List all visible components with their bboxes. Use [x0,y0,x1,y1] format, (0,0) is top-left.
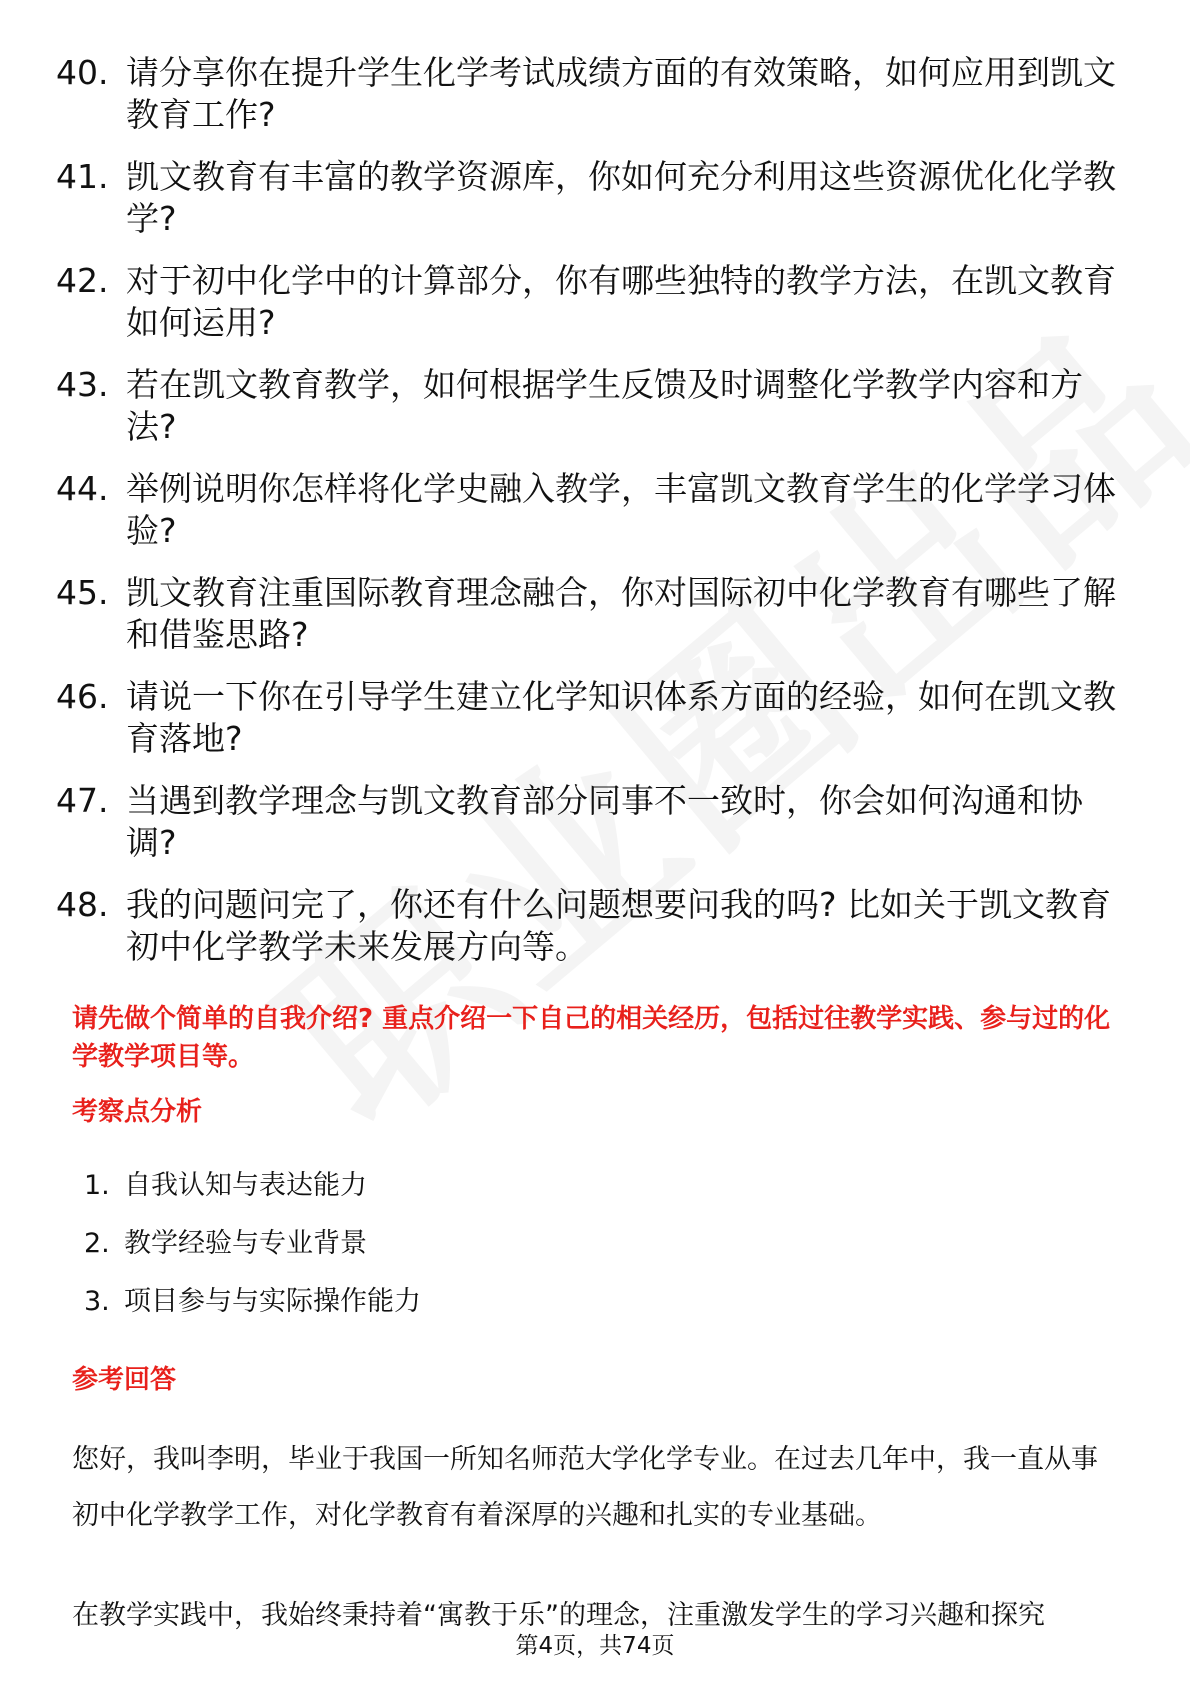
question-number: 46. [56,677,109,716]
question-text: 我的问题问完了，你还有什么问题想要问我的吗? 比如关于凯文教育初中化学教学未来发展方向等。 [126,885,1112,966]
question-text: 凯文教育注重国际教育理念融合，你对国际初中化学教育有哪些了解和借鉴思路? [126,573,1116,654]
point-text: 项目参与与实际操作能力 [124,1286,421,1317]
answer-paragraph: 您好，我叫李明，毕业于我国一所知名师范大学化学专业。在过去几年中，我一直从事初中化学教学工作，对化学教育有着深厚的兴趣和扎实的专业基础。 [72,1444,1098,1531]
question-text: 请说一下你在引导学生建立化学知识体系方面的经验，如何在凯文教育落地? [126,677,1116,758]
answer-paragraph: 在教学实践中，我始终秉持着“寓教于乐”的理念，注重激发学生的学习兴趣和探究 [72,1600,1045,1631]
point-number: 3. [84,1286,110,1317]
analysis-heading: 考察点分析 [72,1097,203,1127]
question-item [56,468,1116,552]
analysis-point [84,1168,421,1204]
question-item [56,884,1116,968]
question-item [56,52,1116,136]
question-item [56,156,1116,240]
featured-question: 请先做个简单的自我介绍? 重点介绍一下自己的相关经历，包括过往教学实践、参与过的化学教学项目等。 [72,1004,1111,1072]
question-number: 48. [56,885,109,924]
question-number: 42. [56,261,109,300]
point-text: 自我认知与表达能力 [124,1170,367,1201]
question-item [56,780,1116,864]
question-item [56,260,1116,344]
point-text: 教学经验与专业背景 [124,1228,367,1259]
question-item [56,676,1116,760]
point-number: 2. [84,1228,110,1259]
question-number: 40. [56,53,109,92]
analysis-point [84,1226,421,1262]
question-text: 若在凯文教育教学，如何根据学生反馈及时调整化学教学内容和方法? [126,365,1083,446]
question-number: 47. [56,781,109,820]
question-item [56,572,1116,656]
question-text: 请分享你在提升学生化学考试成绩方面的有效策略，如何应用到凯文教育工作? [126,53,1116,134]
analysis-point [84,1284,421,1320]
question-number: 43. [56,365,109,404]
question-text: 对于初中化学中的计算部分，你有哪些独特的教学方法，在凯文教育如何运用? [126,261,1116,342]
page-number-footer: 第4页，共74页 [515,1633,675,1659]
question-number: 44. [56,469,109,508]
question-number: 45. [56,573,109,612]
point-number: 1. [84,1170,110,1201]
question-item [56,364,1116,448]
question-text: 凯文教育有丰富的教学资源库，你如何充分利用这些资源优化化学教学? [126,157,1116,238]
analysis-points [84,1168,421,1342]
question-text: 当遇到教学理念与凯文教育部分同事不一致时，你会如何沟通和协调? [126,781,1083,862]
question-list [56,52,1116,988]
question-text: 举例说明你怎样将化学史融入教学，丰富凯文教育学生的化学学习体验? [126,469,1116,550]
answer-heading: 参考回答 [72,1365,177,1395]
question-number: 41. [56,157,109,196]
